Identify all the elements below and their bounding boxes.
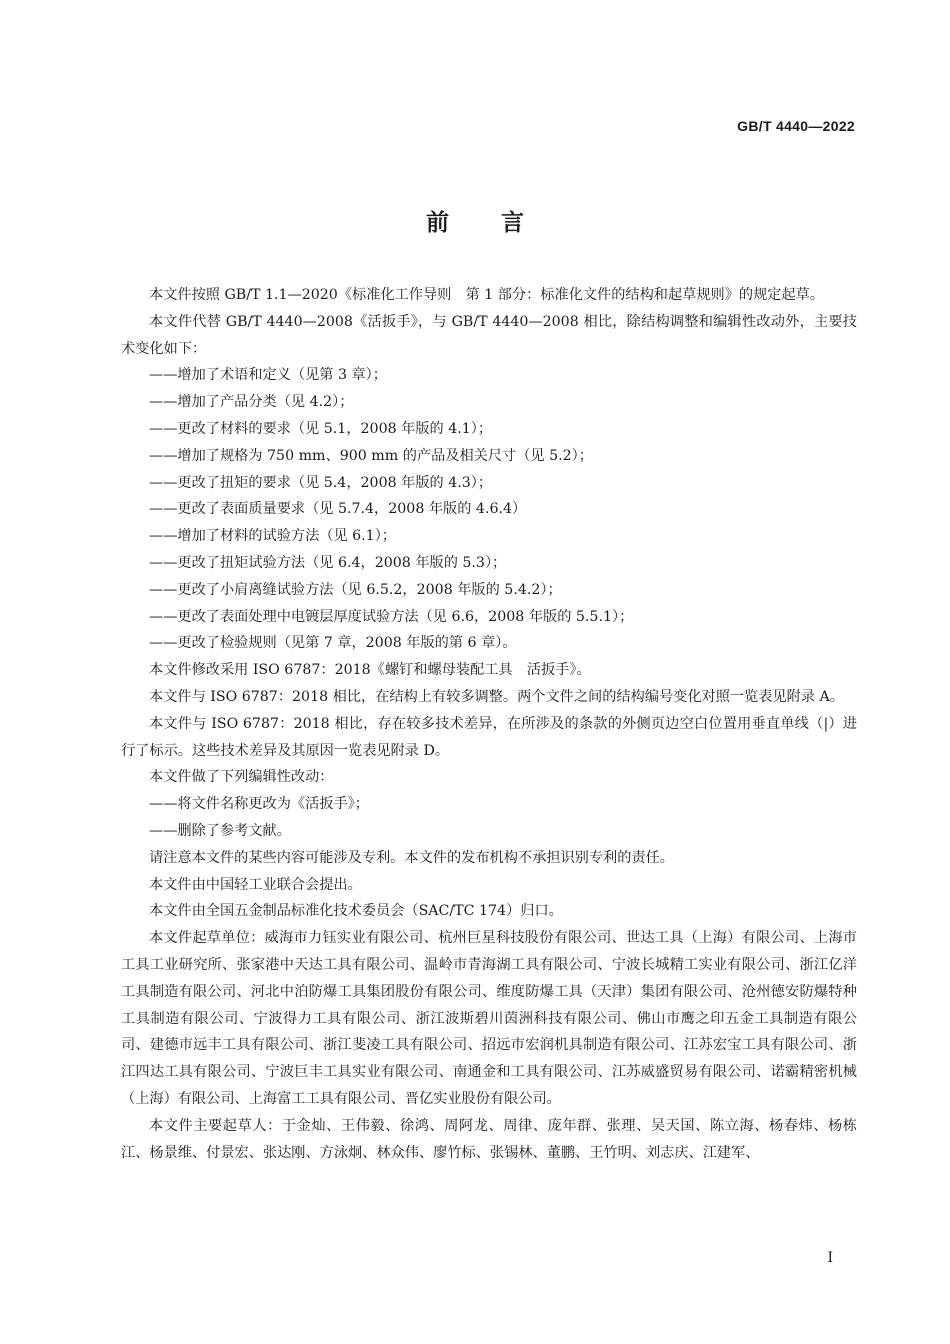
paragraph-drafters: 本文件主要起草人：于金灿、王伟毅、徐鸿、周阿龙、周律、庞年群、张理、吴天国、陈立海、杨春炜、杨栋江、杨景维、付景宏、张达刚、方泳炯、林众伟、廖竹标、张锡林、董鹏、王竹明、刘志庆、江建军、 bbox=[121, 1117, 857, 1161]
paragraph-technical-diff: 本文件与 ISO 6787：2018 相比，存在较多技术差异，在所涉及的条款的外侧页边空白位置用垂直单线（|）进行了标示。这些技术差异及其原因一览表见附录 D。 bbox=[121, 715, 857, 759]
paragraph-editorial-intro: 本文件做了下列编辑性改动： bbox=[149, 769, 334, 786]
change-item: ——增加了产品分类（见 4.2）； bbox=[149, 394, 354, 411]
paragraph-structure-diff: 本文件与 ISO 6787：2018 相比，在结构上有较多调整。两个文件之间的结构编号变化对照一览表见附录 A。 bbox=[149, 688, 844, 705]
change-item: ——更改了扭矩的要求（见 5.4，2008 年版的 4.3）； bbox=[149, 474, 493, 491]
change-item: ——更改了扭矩试验方法（见 6.4，2008 年版的 5.3）； bbox=[149, 554, 507, 571]
paragraph-patent-notice: 请注意本文件的某些内容可能涉及专利。本文件的发布机构不承担识别专利的责任。 bbox=[149, 849, 674, 866]
paragraph-drafting-units: 本文件起草单位：威海市力钰实业有限公司、杭州巨星科技股份有限公司、世达工具（上海）有限公司、上海市工具工业研究所、张家港中天达工具有限公司、温岭市青海湖工具有限公司、宁波长城精工实业有限公司、浙江亿洋工具制造有限公司、河北中泊防爆工具集团股份有限公司、维度防爆工具（天津）集团有限公司、沧州德安防爆特种工具制造有限公司、宁波得力工具有限公司、浙江波斯碧川茵洲科技有限公司、佛山市鹰之印五金工具制造有限公司、建德市远丰工具有限公司、浙江斐凌工具有限公司、招远市宏润机具制造有限公司、江苏宏宝工具有限公司、浙江四达工具有限公司、宁波巨丰工具实业有限公司、南通金和工具有限公司、江苏威盛贸易有限公司、诺霸精密机械（上海）有限公司、上海富工工具有限公司、晋亿实业股份有限公司。 bbox=[121, 930, 857, 1107]
change-item: ——增加了材料的试验方法（见 6.1）； bbox=[149, 528, 396, 545]
paragraph-proposer: 本文件由中国轻工业联合会提出。 bbox=[149, 876, 362, 893]
change-item: ——更改了小肩离缝试验方法（见 6.5.2，2008 年版的 5.4.2）； bbox=[149, 581, 562, 598]
paragraph-committee: 本文件由全国五金制品标准化技术委员会（SAC/TC 174）归口。 bbox=[149, 903, 563, 920]
change-item: ——增加了规格为 750 mm、900 mm 的产品及相关尺寸（见 5.2）； bbox=[149, 447, 593, 464]
paragraph-iso-adoption: 本文件修改采用 ISO 6787：2018《螺钉和螺母装配工具 活扳手》。 bbox=[149, 662, 591, 679]
body-text bbox=[121, 282, 857, 1166]
change-item: ——更改了表面质量要求（见 5.7.4，2008 年版的 4.6.4） bbox=[149, 501, 527, 518]
editorial-change-item: ——删除了参考文献。 bbox=[149, 822, 291, 839]
change-item: ——更改了表面处理中电镀层厚度试验方法（见 6.6，2008 年版的 5.5.1）； bbox=[149, 608, 634, 625]
change-item: ——增加了术语和定义（见第 3 章）； bbox=[149, 367, 387, 384]
paragraph-drafting-rules: 本文件按照 GB/T 1.1—2020《标准化工作导则 第 1 部分：标准化文件的结构和起草规则》的规定起草。 bbox=[149, 287, 825, 303]
paragraph-replacement: 本文件代替 GB/T 4440—2008《活扳手》，与 GB/T 4440—2008 相比，除结构调整和编辑性改动外，主要技术变化如下： bbox=[121, 313, 857, 357]
change-item: ——更改了材料的要求（见 5.1，2008 年版的 4.1）； bbox=[149, 420, 493, 437]
editorial-change-item: ——将文件名称更改为《活扳手》； bbox=[149, 796, 369, 813]
page-title: 前言 bbox=[426, 209, 576, 236]
change-item: ——更改了检验规则（见第 7 章，2008 年版的第 6 章）。 bbox=[149, 635, 517, 652]
page-number: I bbox=[827, 1250, 833, 1266]
standard-number: GB/T 4440—2022 bbox=[737, 118, 855, 134]
